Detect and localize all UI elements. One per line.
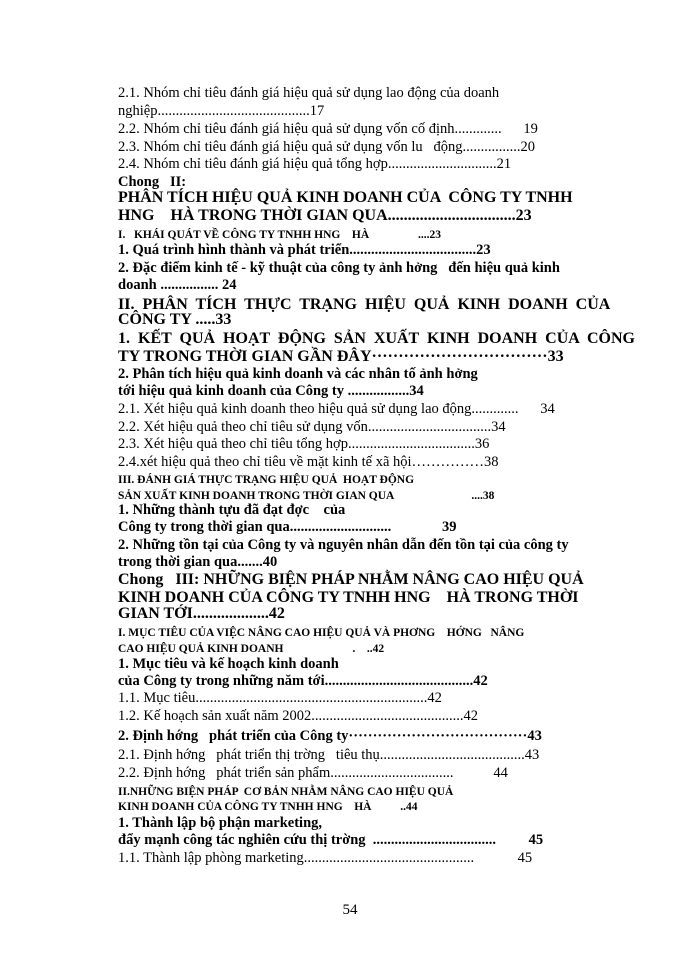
section-heading: II. PHÂN TÍCH THỰC TRẠNG HIỆU QUẢ KINH DOANH CỦA (118, 296, 611, 313)
section-heading: CÔNG TY .....33 (118, 311, 232, 328)
section-heading: III. ĐÁNH GIÁ THỰC TRẠNG HIỆU QUẢ HOẠT ĐỘNG (118, 474, 415, 486)
section-heading: CAO HIỆU QUẢ KINH DOANH . ..42 (118, 643, 385, 655)
toc-line: doanh ................ 24 (118, 277, 237, 293)
toc-line: của Công ty trong những năm tới.........................................42 (118, 673, 488, 689)
toc-line: 2.1. Xét hiệu quả kinh doanh theo hiệu quả sử dụng lao động............. 34 (118, 401, 555, 417)
toc-line: trong thời gian qua.......40 (118, 554, 278, 570)
chapter-title: GIAN TỚI...................42 (118, 605, 285, 622)
toc-line: Công ty trong thời gian qua............................ 39 (118, 519, 457, 535)
toc-line: nghiệp..........................................17 (118, 103, 325, 119)
toc-line: 1. Mục tiêu và kế hoạch kinh doanh (118, 656, 339, 672)
section-heading: SẢN XUẤT KINH DOANH TRONG THỜI GIAN QUA ....38 (118, 490, 495, 502)
toc-line: 2.3. Nhóm chỉ tiêu đánh giá hiệu quả sử dụng vốn lu động................20 (118, 139, 536, 155)
toc-line: 2.4.xét hiệu quả theo chỉ tiêu về mặt kinh tế xã hội……………38 (118, 454, 499, 470)
toc-line: 1. Quá trình hình thành và phát triển...................................23 (118, 242, 491, 258)
section-heading: II.NHỮNG BIỆN PHÁP CƠ BẢN NHẰM NÂNG CAO HIỆU QUẢ (118, 786, 454, 798)
toc-line: 2.1. Định hớng phát triển thị trờng tiêu thụ........................................43 (118, 747, 540, 763)
toc-line: 2.3. Xét hiệu quả theo chỉ tiêu tổng hợp...................................36 (118, 436, 490, 452)
section-heading: KINH DOANH CỦA CÔNG TY TNHH HNG HÀ ..44 (118, 801, 418, 813)
chapter-title: HNG HÀ TRONG THỜI GIAN QUA................................23 (118, 207, 532, 224)
toc-line: 2.2. Nhóm chỉ tiêu đánh giá hiệu quả sử dụng vốn cố định............. 19 (118, 121, 538, 137)
toc-line: 1.1. Mục tiêu................................................................42 (118, 690, 442, 706)
page-number: 54 (342, 902, 358, 918)
toc-line: 2.4. Nhóm chỉ tiêu đánh giá hiệu quả tổng hợp..............................21 (118, 156, 512, 172)
toc-line: 1.1. Thành lập phòng marketing............................................... 45 (118, 850, 533, 866)
toc-line: tới hiệu quả kinh doanh của Công ty .................34 (118, 383, 424, 399)
toc-line: 1. Thành lập bộ phận marketing, (118, 815, 323, 831)
section-heading: I. KHÁI QUÁT VỀ CÔNG TY TNHH HNG HÀ ....23 (118, 229, 441, 241)
chapter-title: KINH DOANH CỦA CÔNG TY TNHH HNG HÀ TRONG THỜI (118, 589, 579, 606)
toc-line: 2.1. Nhóm chỉ tiêu đánh giá hiệu quả sử dụng lao động của doanh (118, 85, 500, 101)
toc-line: đẩy mạnh công tác nghiên cứu thị trờng .................................. 45 (118, 832, 544, 848)
chapter-title: Chong III: NHỮNG BIỆN PHÁP NHẰM NÂNG CAO HIỆU QUẢ (118, 571, 584, 588)
toc-line: 1.2. Kế hoạch sản xuất năm 2002..........................................42 (118, 708, 479, 724)
section-heading: TY TRONG THỜI GIAN GẦN ĐÂY·································33 (118, 348, 564, 365)
toc-line: 2. Những tồn tại của Công ty và nguyên nhân dẫn đến tồn tại của công ty (118, 537, 569, 553)
toc-line: 2. Đặc điểm kinh tế - kỹ thuật của công ty ảnh hởng đến hiệu quả kinh (118, 260, 560, 276)
toc-line: 2.2. Định hớng phát triển sản phẩm.................................. 44 (118, 765, 508, 781)
toc-line: 1. Những thành tựu đã đạt đợc của (118, 502, 346, 518)
chapter-title: PHÂN TÍCH HIỆU QUẢ KINH DOANH CỦA CÔNG TY TNHH (118, 189, 573, 206)
chapter-heading: Chong II: (118, 174, 187, 190)
toc-line: 2.2. Xét hiệu quả theo chỉ tiêu sử dụng vốn..................................34 (118, 419, 506, 435)
section-heading: 1. KẾT QUẢ HOẠT ĐỘNG SẢN XUẤT KINH DOANH CỦA CÔNG (118, 330, 635, 347)
toc-line: 2. Phân tích hiệu quả kinh doanh và các nhân tố ảnh hởng (118, 366, 478, 382)
section-heading: I. MỤC TIÊU CỦA VIỆC NÂNG CAO HIỆU QUẢ VÀ PHƠNG HỚNG NÂNG (118, 627, 525, 639)
toc-line: 2. Định hớng phát triển của Công ty·····································43 (118, 728, 542, 744)
